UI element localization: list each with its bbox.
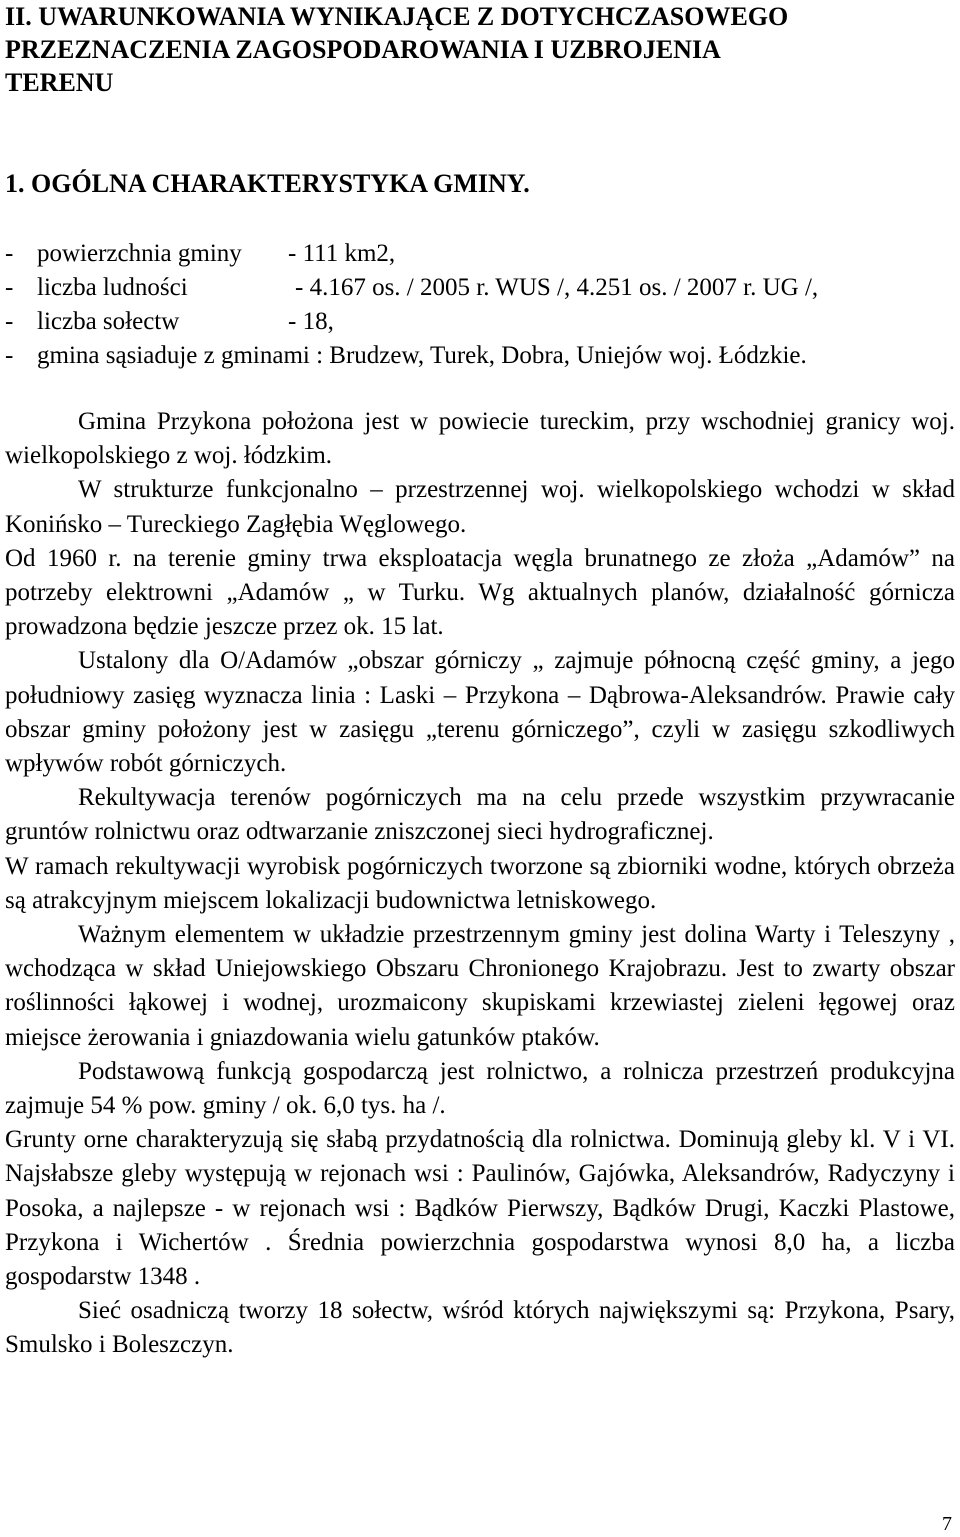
paragraph: Podstawową funkcją gospodarczą jest rolnictwo, a rolnicza przestrzeń produkcyjna zajmuje 54 % pow. gminy / ok. 6,0 tys. ha /. (5, 1057, 955, 1120)
document-page (5, 0, 955, 1359)
paragraph: Ważnym elementem w układzie przestrzennym gminy jest dolina Warty i Teleszyny , wchodząca w skład Uniejowskiego Obszaru Chronionego Krajobrazu. Jest to zwarty obszar roślinności łąkowej i wodnej, urozmaicony skupiskami krzewiastej zieleni łęgowej oraz miejsce żerowania i gniazdowania wielu gatunków ptaków. (5, 921, 955, 1051)
facts-list (5, 237, 955, 373)
paragraph: Gmina Przykona położona jest w powiecie tureckim, przy wschodniej granicy woj. wielkopolskiego z woj. łódzkim. (5, 408, 955, 470)
paragraph: Sieć osadniczą tworzy 18 sołectw, wśród których największymi są: Przykona, Psary, Smulsko i Boleszczyn. (5, 1297, 955, 1359)
fact-label: liczba sołectw (37, 308, 180, 335)
section-title (5, 0, 955, 99)
fact-label: liczba ludności (37, 274, 188, 301)
fact-label: gmina sąsiaduje z gminami : Brudzew, Turek, Dobra, Uniejów woj. Łódzkie. (37, 342, 807, 369)
fact-item (5, 339, 955, 373)
fact-dash: - (5, 342, 14, 369)
paragraph: Ustalony dla O/Adamów „obszar górniczy „ zajmuje północną część gminy, a jego południowy zasięg wyznacza linia : Laski – Przykona – Dąbrowa-Aleksandrów. Prawie cały obszar gminy położony jest w zasięgu „terenu górniczego”, czyli w zasięgu szkodliwych wpływów robót górniczych. (5, 647, 955, 778)
section-title-line: II. UWARUNKOWANIA WYNIKAJĄCE Z DOTYCHCZASOWEGO (5, 2, 789, 31)
fact-item (5, 237, 955, 271)
page-number: 7 (942, 1513, 952, 1535)
paragraph: Grunty orne charakteryzują się słabą przydatnością dla rolnictwa. Dominują gleby kl. V i VI. Najsłabsze gleby występują w rejonach wsi : Paulinów, Gajówka, Aleksandrów, Radyczyny i Posoka, a najlepsze - w rejonach wsi : Bądków Pierwszy, Bądków Drugi, Kaczki Plastowe, Przykona i Wichertów . Średnia powierzchnia gospodarstwa wynosi 8,0 ha, a liczba gospodarstw 1348 . (5, 1126, 955, 1291)
fact-item (5, 271, 955, 305)
fact-dash: - (5, 274, 14, 301)
paragraph: Od 1960 r. na terenie gminy trwa eksploatacja węgla brunatnego ze złoża „Adamów” na potrzeby elektrowni „Adamów „ w Turku. Wg aktualnych planów, działalność górnicza prowadzona będzie jeszcze przez ok. 15 lat. (5, 544, 955, 641)
fact-dash: - (5, 240, 14, 267)
fact-value: - 4.167 os. / 2005 r. WUS /, 4.251 os. / 2007 r. UG /, (295, 274, 819, 301)
section-title-line: PRZEZNACZENIA ZAGOSPODAROWANIA I UZBROJENIA (5, 35, 721, 64)
body-text (5, 405, 955, 1363)
subsection-title: 1. OGÓLNA CHARAKTERYSTYKA GMINY. (5, 169, 530, 198)
fact-value: - 111 km2, (288, 240, 396, 267)
paragraph: W ramach rekultywacji wyrobisk pogórniczych tworzone są zbiorniki wodne, których obrzeża są atrakcyjnym miejscem lokalizacji budownictwa letniskowego. (5, 852, 955, 914)
fact-item (5, 305, 955, 339)
fact-value: - 18, (288, 308, 334, 335)
section-title-line: TERENU (5, 68, 114, 97)
paragraph: Rekultywacja terenów pogórniczych ma na celu przede wszystkim przywracanie gruntów rolnictwu oraz odtwarzanie zniszczonej sieci hydrograficznej. (5, 784, 955, 846)
fact-dash: - (5, 308, 14, 335)
fact-label: powierzchnia gminy (37, 240, 242, 267)
paragraph: W strukturze funkcjonalno – przestrzennej woj. wielkopolskiego wchodzi w skład Konińsko – Tureckiego Zagłębia Węglowego. (5, 476, 955, 538)
